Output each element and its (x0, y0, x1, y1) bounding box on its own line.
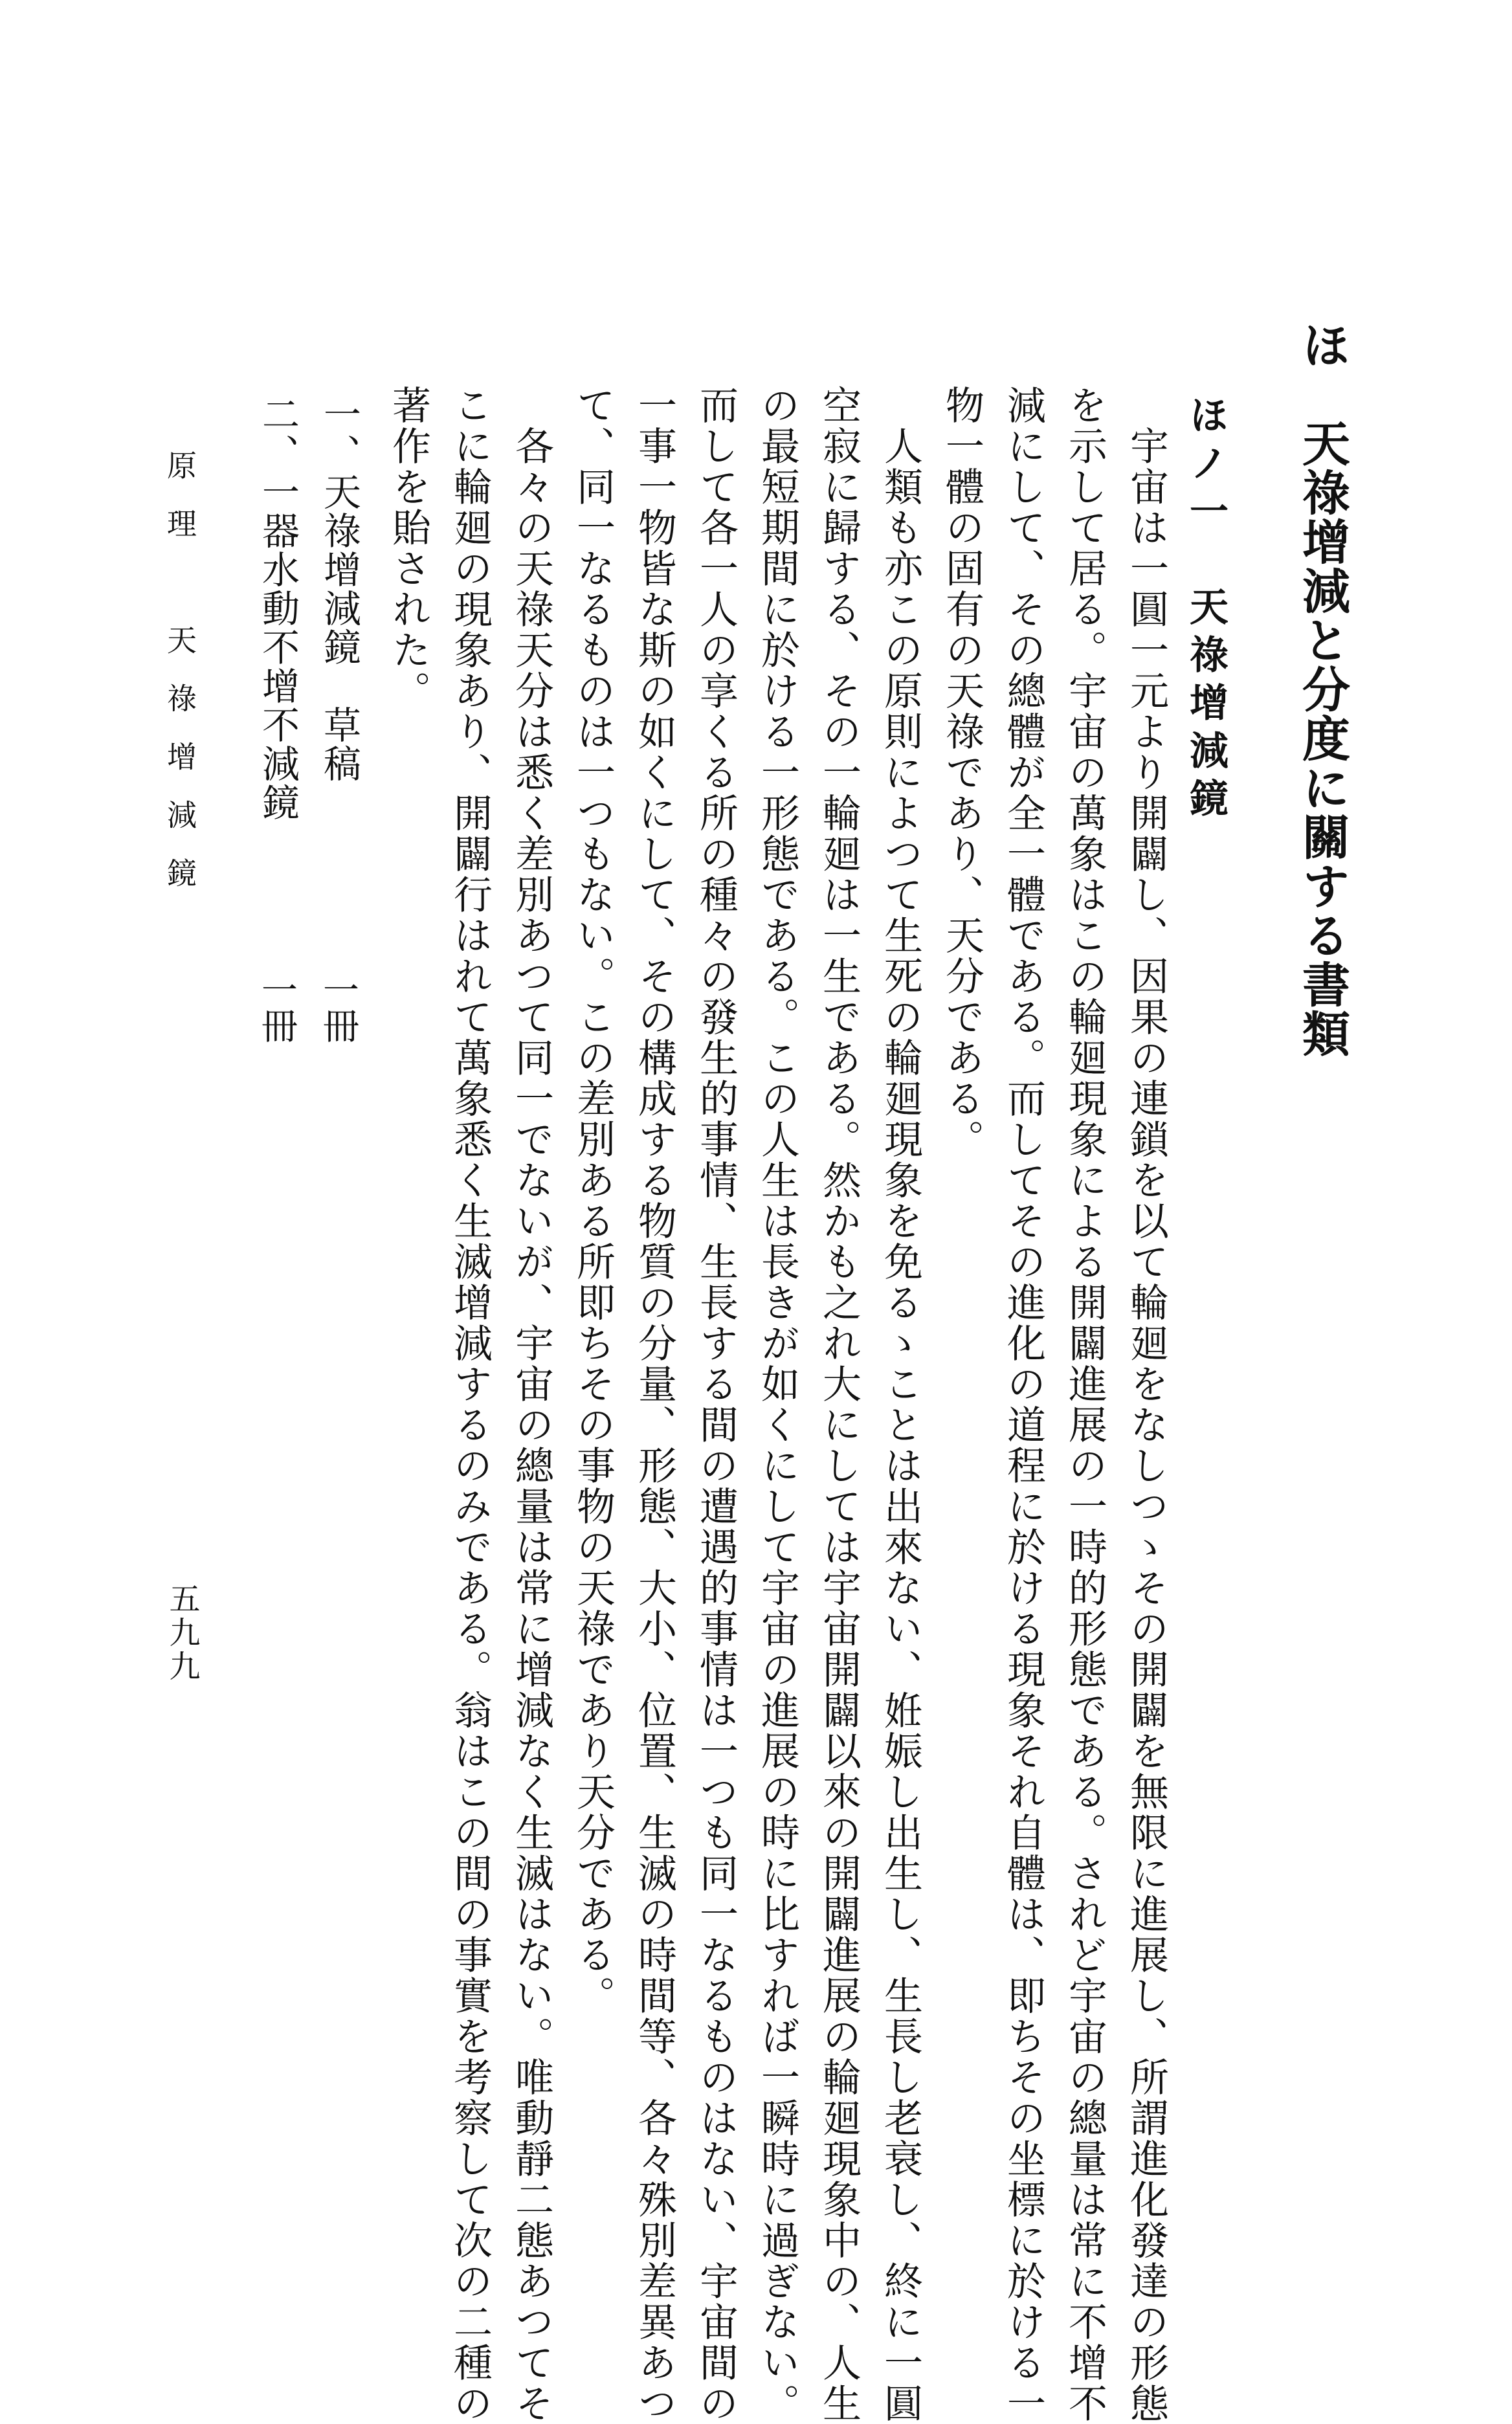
body-line: 而して各一人の享くる所の種々の發生的事情、生長する間の遭遇的事情は一つも同一なるものはない、宇宙間の (693, 385, 739, 2424)
body-line: 宇宙は一圓一元より開闢し、因果の連鎖を以て輪廻をなしつゝその開闢を無限に進展し、所謂進化發達の形態 (1124, 385, 1169, 2424)
body-line: 空寂に歸する、その一輪廻は一生である。然かも之れ大にしては宇宙開闢以來の開闢進展の輪廻現象中の、人生 (816, 385, 862, 2424)
body-line: て、同一なるものは一つもない。この差別ある所即ちその事物の天祿であり天分である。 (570, 385, 616, 2016)
body-line: 減にして、その總體が全一體である。而してその進化の道程に於ける現象それ自體は、即ちその坐標に於ける一 (1001, 385, 1046, 2424)
body-line: 各々の天祿天分は悉く差別あつて同一でないが、宇宙の總量は常に增減なく生滅はない。唯動靜二態あつてそ (509, 385, 554, 2424)
list-item-label: 一、天祿增減鏡 草稿 (317, 395, 361, 783)
body-line: 人類も亦この原則によつて生死の輪廻現象を免るゝことは出來ない、姙娠し出生し、生長し老衰し、終に一圓 (878, 385, 923, 2424)
body-line: を示して居る。宇宙の萬象はこの輪廻現象による開闢進展の一時的形態である。されど宇宙の總量は常に不增不 (1062, 385, 1107, 2424)
body-line: 一事一物皆な斯の如くにして、その構成する物質の分量、形態、大小、位置、生滅の時間等、各々殊別差異あつ (632, 385, 677, 2424)
list-item-count: 一冊 (317, 971, 359, 1043)
list-item-label: 二、一器水動不增不減鏡 (256, 395, 300, 822)
list-item-count: 一冊 (256, 971, 298, 1043)
page-number: 五九九 (164, 1583, 200, 1684)
body-line: 著作を貽された。 (386, 385, 431, 711)
body-line: 物一體の固有の天祿であり、天分である。 (939, 385, 984, 1160)
page-footer: 原理 天祿增減鏡 (162, 450, 197, 916)
body-line: の最短期間に於ける一形態である。この人生は長きが如くにして宇宙の進展の時に比すれば一瞬時に過ぎない。 (755, 385, 800, 2424)
section-title: ほ 天祿增減と分度に關する書類 (1295, 320, 1350, 1058)
body-line: こに輪廻の現象あり、開闢行はれて萬象悉く生滅增減するのみである。翁はこの間の事實を考察して次の二種の (447, 385, 493, 2424)
subsection-title: ほノ一 天祿增減鏡 (1183, 395, 1228, 826)
